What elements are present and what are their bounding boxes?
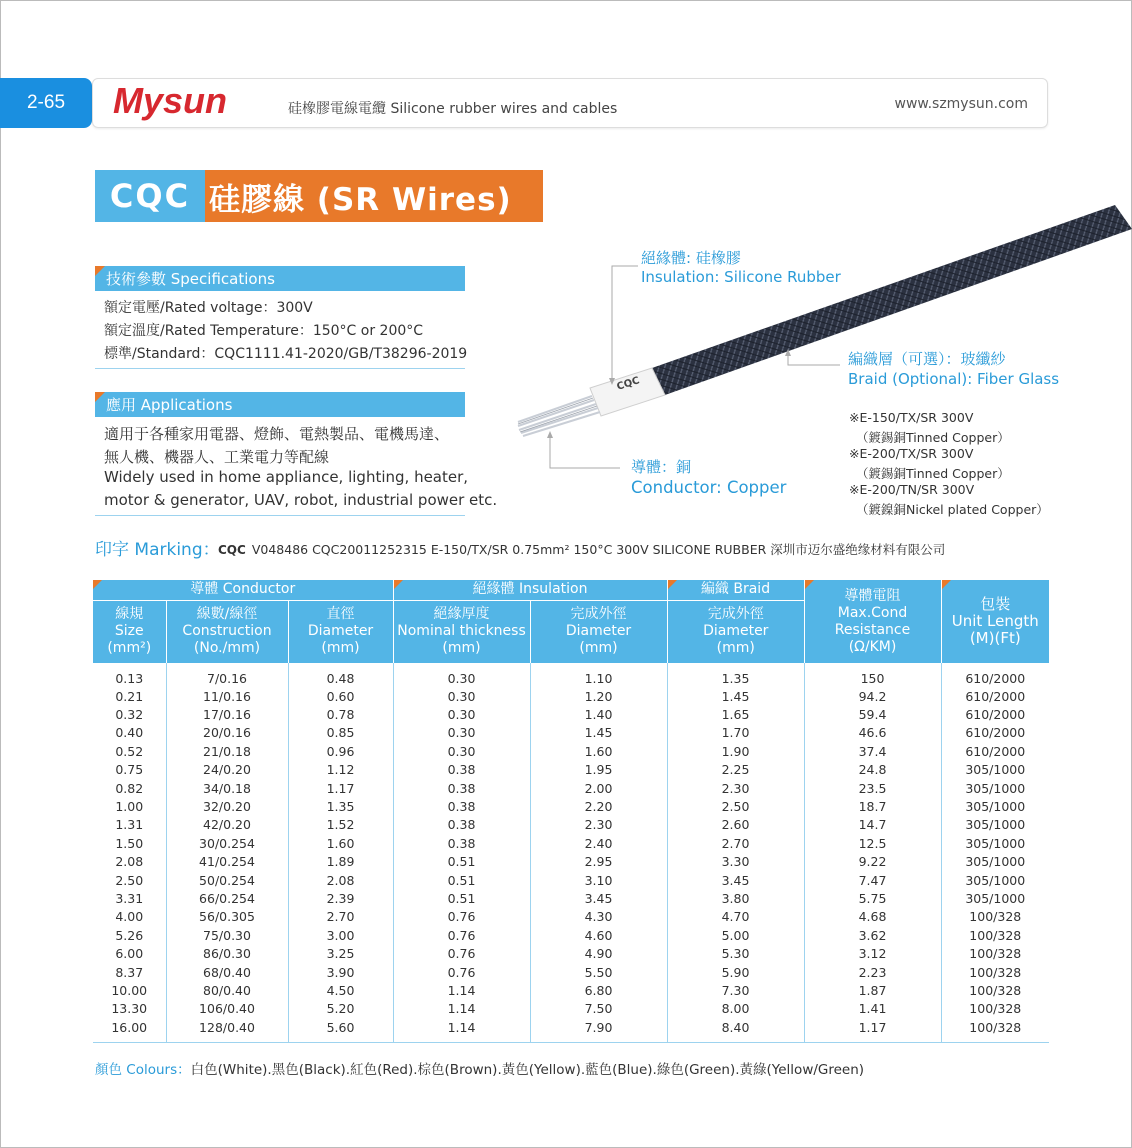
table-cell: 1.70 <box>667 724 804 742</box>
table-cell: 13.30 <box>93 1000 166 1018</box>
spec-line: 額定電壓/Rated voltage：300V <box>104 300 313 316</box>
table-cell: 80/0.40 <box>166 981 288 999</box>
title-tag: CQC <box>95 170 205 222</box>
table-cell: 0.96 <box>288 742 393 760</box>
table-row <box>93 705 1049 723</box>
table-cell: 4.70 <box>667 908 804 926</box>
table-cell: 8.37 <box>93 963 166 981</box>
table-cell: 1.17 <box>804 1018 941 1042</box>
table-cell: 50/0.254 <box>166 871 288 889</box>
table-cell: 100/328 <box>969 946 1022 962</box>
model-note: （鍍鎳銅Nickel plated Copper） <box>856 502 1049 517</box>
table-cell: 16.00 <box>93 1018 166 1042</box>
table-row <box>93 742 1049 760</box>
table-cell: 1.35 <box>288 797 393 815</box>
table-cell: 86/0.30 <box>166 944 288 962</box>
table-cell: 3.30 <box>667 853 804 871</box>
table-cell: 34/0.18 <box>166 779 288 797</box>
table-cell: 68/0.40 <box>166 963 288 981</box>
table-cell: 305/1000 <box>965 854 1026 870</box>
table-row <box>93 663 1049 687</box>
table-cell: 41/0.254 <box>166 853 288 871</box>
table-cell: 1.95 <box>530 761 667 779</box>
table-cell: 24.8 <box>804 761 941 779</box>
header-construction: 線數/線徑 Construction (No./mm) <box>166 600 288 663</box>
table-cell: 100/328 <box>969 909 1022 925</box>
spec-table <box>93 580 1049 1043</box>
table-cell: 66/0.254 <box>166 889 288 907</box>
table-cell: 0.30 <box>393 724 530 742</box>
table-cell: 2.08 <box>93 853 166 871</box>
page-title: 硅膠線 (SR Wires) <box>205 170 543 222</box>
table-cell: 14.7 <box>804 816 941 834</box>
table-row <box>93 889 1049 907</box>
table-cell: 7.90 <box>530 1018 667 1042</box>
table-cell: 5.20 <box>288 1000 393 1018</box>
table-cell: 5.75 <box>804 889 941 907</box>
page-number: 2-65 <box>0 78 92 128</box>
table-cell: 94.2 <box>804 687 941 705</box>
table-cell: 3.10 <box>530 871 667 889</box>
table-cell: 0.60 <box>288 687 393 705</box>
marking-label: 印字 Marking： <box>95 540 220 560</box>
header-subtitle: 硅橡膠電線電纜 Silicone rubber wires and cables <box>288 101 618 117</box>
table-cell: 2.30 <box>667 779 804 797</box>
table-cell: 1.60 <box>288 834 393 852</box>
table-cell: 6.00 <box>93 944 166 962</box>
table-cell: 0.78 <box>288 705 393 723</box>
table-cell: 5.26 <box>93 926 166 944</box>
table-cell: 1.00 <box>93 797 166 815</box>
table-row <box>93 1018 1049 1042</box>
table-row <box>93 761 1049 779</box>
table-cell: 1.45 <box>530 724 667 742</box>
wire-print: CQC <box>615 375 641 393</box>
divider <box>95 515 465 516</box>
table-cell: 1.14 <box>393 981 530 999</box>
table-cell: 610/2000 <box>965 743 1026 759</box>
group-braid: 編織 Braid <box>667 580 804 600</box>
braid-label-en: Braid (Optional): Fiber Glass <box>848 370 1060 388</box>
table-row <box>93 687 1049 705</box>
table-cell: 0.38 <box>393 834 530 852</box>
application-line: Widely used in home appliance, lighting, heater, <box>104 468 469 486</box>
table-cell: 0.13 <box>93 663 166 687</box>
table-cell: 100/328 <box>941 1018 1049 1042</box>
table-cell: 4.90 <box>530 944 667 962</box>
application-line: 無人機、機器人、工業電力等配線 <box>104 448 330 466</box>
header-insulation-diameter: 完成外徑 Diameter (mm) <box>530 600 667 663</box>
application-line: motor & generator, UAV, robot, industrial power etc. <box>104 491 498 509</box>
table-cell: 2.50 <box>667 797 804 815</box>
table-row <box>93 908 1049 926</box>
table-cell: 8.00 <box>667 1000 804 1018</box>
table-cell: 12.5 <box>804 834 941 852</box>
table-cell: 610/2000 <box>965 670 1026 686</box>
table-cell: 3.45 <box>530 889 667 907</box>
table-cell: 3.31 <box>93 889 166 907</box>
table-cell: 0.48 <box>288 663 393 687</box>
table-cell: 2.39 <box>288 889 393 907</box>
table-cell: 1.31 <box>93 816 166 834</box>
insulation-label-en: Insulation: Silicone Rubber <box>641 268 841 286</box>
group-conductor: 導體 Conductor <box>93 580 393 600</box>
table-cell: 0.51 <box>393 853 530 871</box>
table-cell: 8.40 <box>667 1018 804 1042</box>
table-cell: 305/1000 <box>965 835 1026 851</box>
model-note: （鍍錫銅Tinned Copper） <box>856 466 1010 481</box>
table-row <box>93 816 1049 834</box>
model-note: ※E-200/TX/SR 300V <box>849 446 974 461</box>
table-cell: 10.00 <box>93 981 166 999</box>
table-cell: 1.89 <box>288 853 393 871</box>
applications-heading: 應用 Applications <box>95 392 465 417</box>
table-cell: 3.45 <box>667 871 804 889</box>
table-cell: 5.00 <box>667 926 804 944</box>
braid-leader <box>788 350 840 365</box>
table-cell: 2.30 <box>530 816 667 834</box>
table-cell: 42/0.20 <box>166 816 288 834</box>
table-cell: 0.38 <box>393 779 530 797</box>
table-cell: 0.76 <box>393 944 530 962</box>
conductor-label-en: Conductor: Copper <box>631 478 787 497</box>
table-cell: 17/0.16 <box>166 705 288 723</box>
table-cell: 1.90 <box>667 742 804 760</box>
table-row <box>93 779 1049 797</box>
header-size: 線規 Size (mm²) <box>93 600 166 663</box>
table-cell: 2.40 <box>530 834 667 852</box>
header-braid-diameter: 完成外徑 Diameter (mm) <box>667 600 804 663</box>
table-cell: 0.76 <box>393 926 530 944</box>
table-cell: 100/328 <box>969 927 1022 943</box>
table-cell: 0.51 <box>393 889 530 907</box>
table-cell: 11/0.16 <box>166 687 288 705</box>
divider <box>95 368 465 369</box>
table-cell: 7/0.16 <box>166 663 288 687</box>
model-note: ※E-200/TN/SR 300V <box>849 482 975 497</box>
table-cell: 0.32 <box>93 705 166 723</box>
table-cell: 2.25 <box>667 761 804 779</box>
table-cell: 0.51 <box>393 871 530 889</box>
table-cell: 0.82 <box>93 779 166 797</box>
spec-line: 標準/Standard：CQC1111.41-2020/GB/T38296-2019 <box>104 346 468 362</box>
table-row <box>93 1000 1049 1018</box>
table-cell: 6.80 <box>530 981 667 999</box>
conductor-strands <box>518 396 600 436</box>
table-cell: 59.4 <box>804 705 941 723</box>
table-cell: 1.14 <box>393 1000 530 1018</box>
header-unit-length: 包裝 Unit Length (M)(Ft) <box>941 580 1049 663</box>
table-cell: 0.52 <box>93 742 166 760</box>
table-cell: 3.00 <box>288 926 393 944</box>
table-cell: 1.60 <box>530 742 667 760</box>
table-cell: 0.21 <box>93 687 166 705</box>
table-cell: 1.65 <box>667 705 804 723</box>
table-cell: 305/1000 <box>965 890 1026 906</box>
colours-label: 顏色 Colours： <box>95 1062 191 1078</box>
model-note: （鍍錫銅Tinned Copper） <box>856 430 1010 445</box>
model-note: ※E-150/TX/SR 300V <box>849 410 974 425</box>
table-cell: 23.5 <box>804 779 941 797</box>
brand-logo: Mysun <box>113 80 228 121</box>
application-line: 適用于各種家用電器、燈飾、電熱製品、電機馬達、 <box>104 425 450 443</box>
table-cell: 30/0.254 <box>166 834 288 852</box>
marking-value: V048486 CQC20011252315 E-150/TX/SR 0.75mm² 150°C 300V SILICONE RUBBER 深圳市迈尔盛绝缘材料有限公司 <box>251 542 946 557</box>
table-cell: 4.50 <box>288 981 393 999</box>
table-cell: 1.40 <box>530 705 667 723</box>
table-row <box>93 834 1049 852</box>
table-cell: 1.12 <box>288 761 393 779</box>
group-insulation: 絕緣體 Insulation <box>393 580 667 600</box>
table-cell: 305/1000 <box>965 780 1026 796</box>
insulation-label-cn: 絕緣體: 硅橡膠 <box>641 249 741 267</box>
table-cell: 5.50 <box>530 963 667 981</box>
table-cell: 3.12 <box>804 944 941 962</box>
table-cell: 0.30 <box>393 705 530 723</box>
table-cell: 305/1000 <box>965 762 1026 778</box>
table-cell: 4.00 <box>93 908 166 926</box>
website-link[interactable]: www.szmysun.com <box>894 96 1028 112</box>
colours-line <box>95 1058 864 1078</box>
table-cell: 610/2000 <box>965 688 1026 704</box>
table-cell: 4.60 <box>530 926 667 944</box>
table-cell: 1.20 <box>530 687 667 705</box>
table-cell: 305/1000 <box>965 799 1026 815</box>
table-row <box>93 853 1049 871</box>
table-cell: 4.68 <box>804 908 941 926</box>
marking-text <box>218 540 945 558</box>
table-cell: 2.95 <box>530 853 667 871</box>
table-cell: 128/0.40 <box>166 1018 288 1042</box>
table-cell: 3.90 <box>288 963 393 981</box>
table-cell: 1.41 <box>804 1000 941 1018</box>
table-cell: 0.38 <box>393 761 530 779</box>
insulation-layer <box>590 368 665 416</box>
table-cell: 24/0.20 <box>166 761 288 779</box>
table-row <box>93 963 1049 981</box>
table-cell: 0.40 <box>93 724 166 742</box>
conductor-label-cn: 導體：銅 <box>631 458 692 476</box>
table-cell: 0.38 <box>393 816 530 834</box>
table-cell: 1.45 <box>667 687 804 705</box>
table-row <box>93 797 1049 815</box>
table-cell: 0.76 <box>393 963 530 981</box>
table-cell: 305/1000 <box>965 817 1026 833</box>
table-cell: 21/0.18 <box>166 742 288 760</box>
table-cell: 1.17 <box>288 779 393 797</box>
table-cell: 2.70 <box>667 834 804 852</box>
cqc-logo: CQC <box>218 543 246 557</box>
table-cell: 100/328 <box>969 1001 1022 1017</box>
table-cell: 0.85 <box>288 724 393 742</box>
table-cell: 18.7 <box>804 797 941 815</box>
table-cell: 1.14 <box>393 1018 530 1042</box>
table-cell: 32/0.20 <box>166 797 288 815</box>
table-cell: 5.30 <box>667 944 804 962</box>
table-cell: 20/0.16 <box>166 724 288 742</box>
table-cell: 610/2000 <box>965 725 1026 741</box>
table-row <box>93 981 1049 999</box>
table-cell: 37.4 <box>804 742 941 760</box>
table-cell: 0.76 <box>393 908 530 926</box>
table-cell: 610/2000 <box>965 707 1026 723</box>
table-cell: 75/0.30 <box>166 926 288 944</box>
table-row <box>93 944 1049 962</box>
header-resistance: 導體電阻 Max.Cond Resistance (Ω/KM) <box>804 580 941 663</box>
table-cell: 3.80 <box>667 889 804 907</box>
table-row <box>93 871 1049 889</box>
table-cell: 2.20 <box>530 797 667 815</box>
table-cell: 2.23 <box>804 963 941 981</box>
table-cell: 100/328 <box>969 964 1022 980</box>
table-cell: 7.30 <box>667 981 804 999</box>
conductor-leader <box>550 432 620 468</box>
table-row <box>93 926 1049 944</box>
table-cell: 1.50 <box>93 834 166 852</box>
table-cell: 5.90 <box>667 963 804 981</box>
table-cell: 2.50 <box>93 871 166 889</box>
header-conductor-diameter: 直徑 Diameter (mm) <box>288 600 393 663</box>
table-cell: 0.30 <box>393 687 530 705</box>
table-cell: 2.00 <box>530 779 667 797</box>
spec-line: 額定溫度/Rated Temperature：150°C or 200°C <box>104 323 424 339</box>
header-insulation-thickness: 絕緣厚度 Nominal thickness (mm) <box>393 600 530 663</box>
table-cell: 0.30 <box>393 663 530 687</box>
table-cell: 2.08 <box>288 871 393 889</box>
table-cell: 100/328 <box>969 982 1022 998</box>
insulation-leader <box>612 266 638 384</box>
table-cell: 7.50 <box>530 1000 667 1018</box>
table-cell: 5.60 <box>288 1018 393 1042</box>
table-cell: 1.10 <box>530 663 667 687</box>
table-cell: 46.6 <box>804 724 941 742</box>
table-cell: 56/0.305 <box>166 908 288 926</box>
table-cell: 150 <box>804 663 941 687</box>
table-row <box>93 724 1049 742</box>
table-cell: 106/0.40 <box>166 1000 288 1018</box>
table-cell: 0.30 <box>393 742 530 760</box>
table-cell: 7.47 <box>804 871 941 889</box>
table-cell: 3.25 <box>288 944 393 962</box>
table-cell: 1.87 <box>804 981 941 999</box>
table-cell: 0.38 <box>393 797 530 815</box>
table-cell: 2.60 <box>667 816 804 834</box>
table-cell: 2.70 <box>288 908 393 926</box>
table-cell: 305/1000 <box>965 872 1026 888</box>
table-cell: 1.52 <box>288 816 393 834</box>
braid-label-cn: 編織層（可選）：玻纖紗 <box>848 350 1006 368</box>
cable-illustration <box>500 200 1132 510</box>
specifications-heading: 技術參數 Specifications <box>95 266 465 291</box>
table-cell: 3.62 <box>804 926 941 944</box>
table-cell: 1.35 <box>667 663 804 687</box>
table-cell: 4.30 <box>530 908 667 926</box>
colours-value: 白色(White).黑色(Black).紅色(Red).棕色(Brown).黃色(Yellow).藍色(Blue).綠色(Green).黃綠(Yellow/Green) <box>190 1062 865 1078</box>
table-cell: 9.22 <box>804 853 941 871</box>
table-cell: 0.75 <box>93 761 166 779</box>
